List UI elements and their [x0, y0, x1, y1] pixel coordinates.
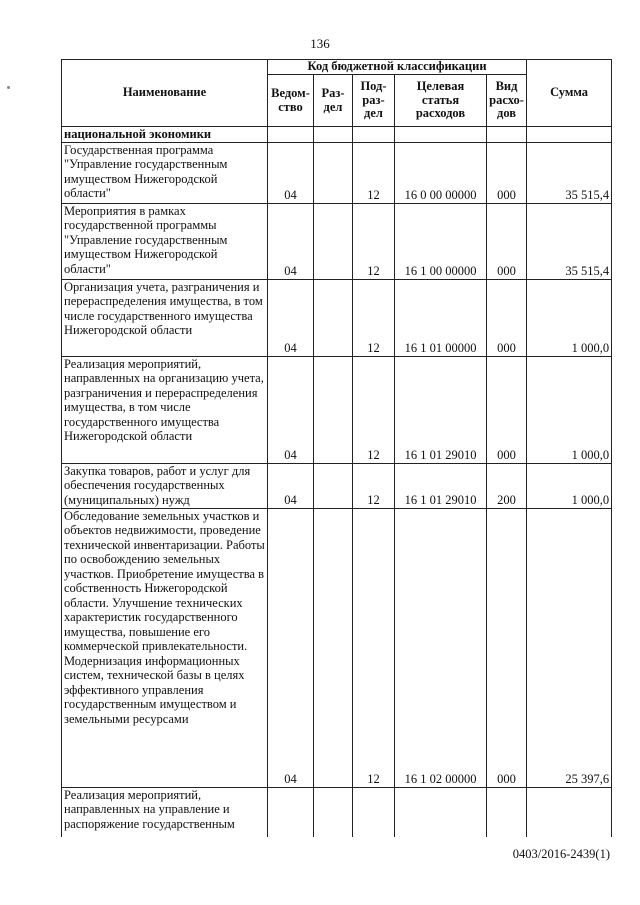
- table-row: [62, 787, 612, 837]
- table-body: [62, 127, 612, 838]
- row-sum: 25 397,6: [527, 508, 612, 787]
- row-sum: 1 000,0: [527, 279, 612, 356]
- col-section-header: Раз-дел: [314, 75, 353, 127]
- row-name: Государственная программа "Управление государственным имуществом Нижегородской области": [62, 142, 268, 203]
- row-sum: 35 515,4: [527, 203, 612, 279]
- row-dept: 04: [268, 463, 314, 508]
- row-section: [314, 279, 353, 356]
- col-code-group-header: Код бюджетной классификации: [268, 60, 527, 75]
- section-row: [62, 127, 612, 143]
- row-expense-type: 000: [487, 203, 527, 279]
- table-row: [62, 142, 612, 203]
- row-subsection: 12: [353, 203, 395, 279]
- row-subsection: 12: [353, 463, 395, 508]
- col-target-header: Целевая статья расходов: [395, 75, 487, 127]
- row-expense-type: 000: [487, 356, 527, 463]
- col-subsection-header: Под-раз-дел: [353, 75, 395, 127]
- col-sum-header: Сумма: [527, 60, 612, 127]
- row-section: [314, 508, 353, 787]
- row-target: 16 1 00 00000: [395, 203, 487, 279]
- row-expense-type: 000: [487, 508, 527, 787]
- row-target: [395, 787, 487, 837]
- row-section: [314, 787, 353, 837]
- row-expense-type: [487, 787, 527, 837]
- table-row: [62, 279, 612, 356]
- row-name: Обследование земельных участков и объектов недвижимости, проведение технической инвентаризации. Работы по освобождению земельных участков. Приобретение имущества в собственность Нижегородской области. Улучшение технических характеристик государственного имущества, повышение его коммерческой привлекательности. Модернизация информационных систем, технической базы в целях эффективного управления государственным имуществом и земельными ресурсами: [62, 508, 268, 787]
- row-section: [314, 463, 353, 508]
- row-expense-type: 200: [487, 463, 527, 508]
- document-code: 0403/2016-2439(1): [512, 847, 610, 861]
- table-row: [62, 203, 612, 279]
- row-sum: 1 000,0: [527, 356, 612, 463]
- col-name-header: Наименование: [62, 60, 268, 127]
- row-target: 16 1 01 29010: [395, 356, 487, 463]
- row-name: Организация учета, разграничения и перераспределения имущества, в том числе государственного имущества Нижегородской области: [62, 279, 268, 356]
- row-section: [314, 203, 353, 279]
- row-dept: 04: [268, 142, 314, 203]
- page-number: 136: [310, 36, 330, 51]
- row-target: 16 0 00 00000: [395, 142, 487, 203]
- col-expense-type-header: Вид расхо-дов: [487, 75, 527, 127]
- row-name: Реализация мероприятий, направленных на организацию учета, разграничения и перераспределения имущества, в том числе государственного имущества Нижегородской области: [62, 356, 268, 463]
- row-expense-type: 000: [487, 279, 527, 356]
- table-row: [62, 356, 612, 463]
- row-sum: [527, 787, 612, 837]
- budget-table: [61, 59, 612, 837]
- margin-mark: [7, 86, 10, 89]
- table-row: [62, 463, 612, 508]
- row-dept: [268, 787, 314, 837]
- section-title: национальной экономики: [62, 127, 268, 143]
- row-expense-type: 000: [487, 142, 527, 203]
- row-subsection: [353, 787, 395, 837]
- row-name: Реализация мероприятий, направленных на управление и распоряжение государственным: [62, 787, 268, 837]
- row-target: 16 1 02 00000: [395, 508, 487, 787]
- row-section: [314, 142, 353, 203]
- row-target: 16 1 01 29010: [395, 463, 487, 508]
- row-dept: 04: [268, 203, 314, 279]
- row-subsection: 12: [353, 279, 395, 356]
- row-section: [314, 356, 353, 463]
- row-dept: 04: [268, 279, 314, 356]
- row-name: Закупка товаров, работ и услуг для обеспечения государственных (муниципальных) нужд: [62, 463, 268, 508]
- row-dept: 04: [268, 356, 314, 463]
- row-name: Мероприятия в рамках государственной программы "Управление государственным имуществом Нижегородской области": [62, 203, 268, 279]
- row-dept: 04: [268, 508, 314, 787]
- row-subsection: 12: [353, 508, 395, 787]
- row-subsection: 12: [353, 356, 395, 463]
- table-header: [62, 60, 612, 127]
- row-sum: 1 000,0: [527, 463, 612, 508]
- row-target: 16 1 01 00000: [395, 279, 487, 356]
- row-sum: 35 515,4: [527, 142, 612, 203]
- table-row: [62, 508, 612, 787]
- col-dept-header: Ведом-ство: [268, 75, 314, 127]
- row-subsection: 12: [353, 142, 395, 203]
